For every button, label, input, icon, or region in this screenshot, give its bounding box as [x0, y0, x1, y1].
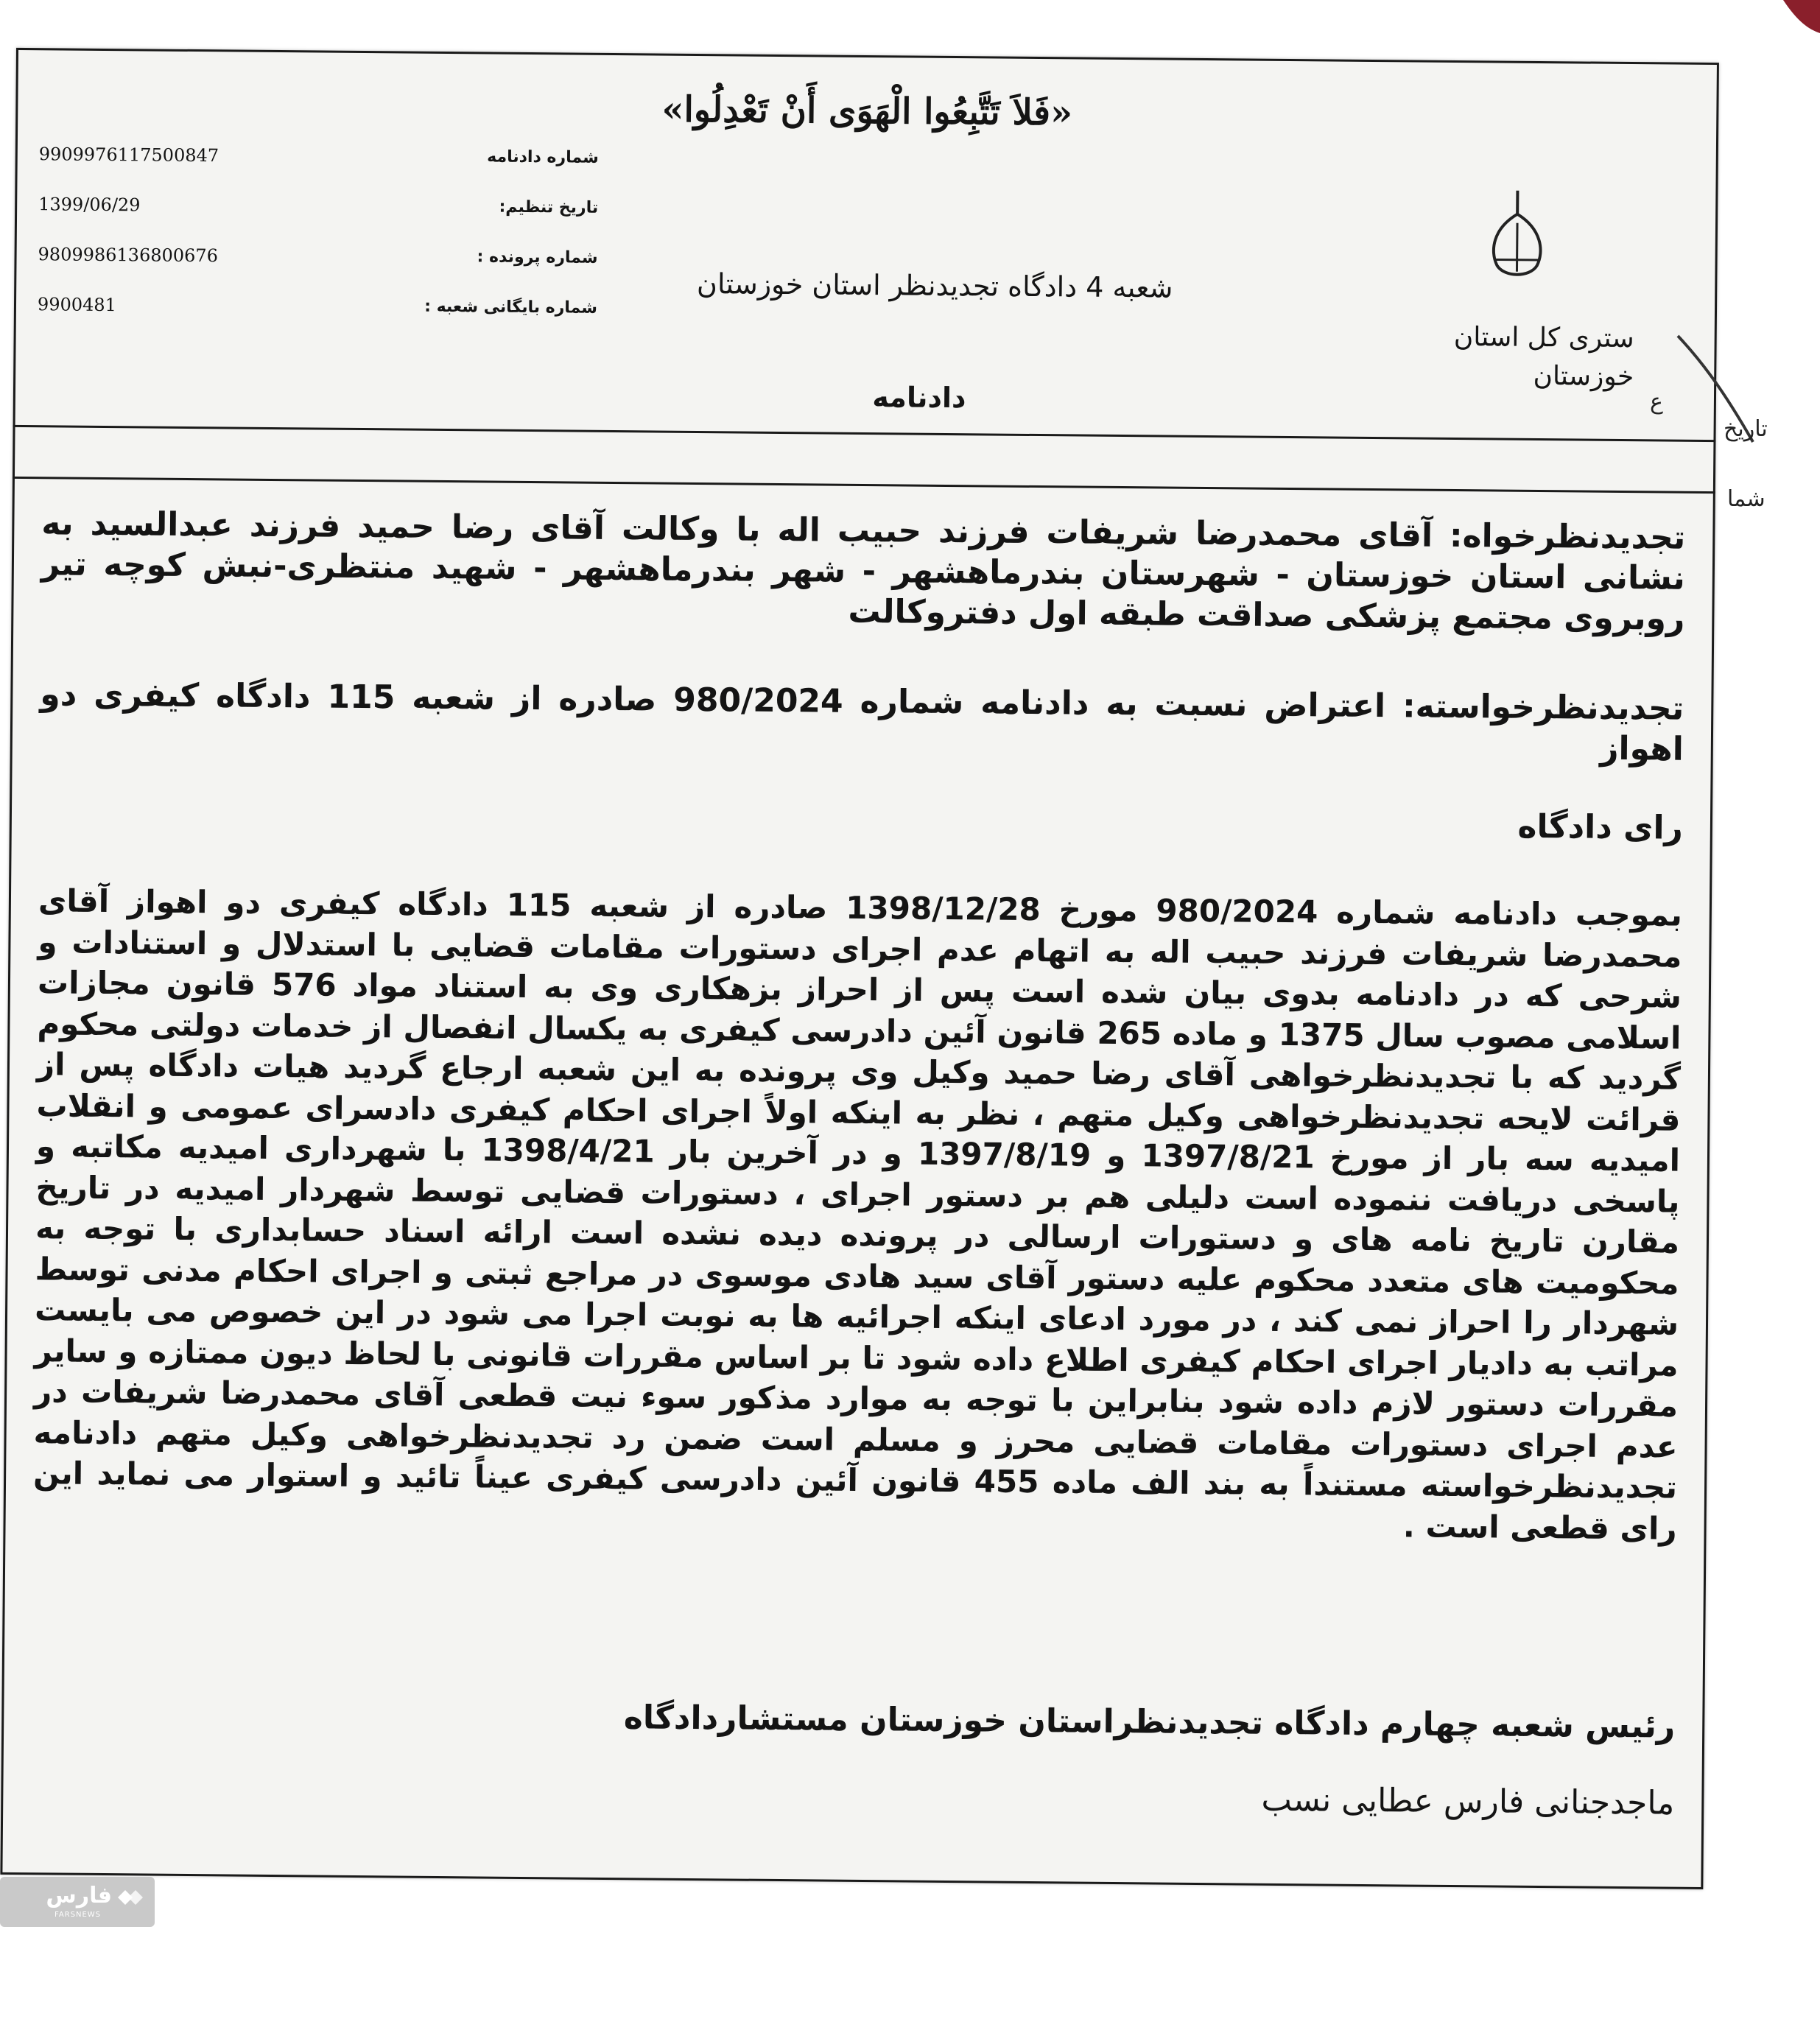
margin-mark: ع [1650, 389, 1663, 415]
fars-news-icon [115, 1887, 144, 1908]
verdict-paragraph: بموجب دادنامه شماره 980/2024 مورخ 1398/12/28 صادره از شعبه 115 دادگاه کیفری دو اهواز آقای محمدرضا شریفات فرزند حبیب اله به اتهام عدم اجرای دستورات مقامات قضایی با استدلال و استنادات و شرحی که در دادنامه بدوی بیان شده است پس از احراز بزهکاری وی به استناد مواد 576 قانون مجازات اسلامی مصوب سال 1375 و ماده 265 قانون آئین دادرسی کیفری به یکسال انفصال از خدمات دولتی محکوم گردید که با تجدیدنظرخواهی آقای رضا حمید وکیل وی پرونده به این شعبه ارجاع گردید هیات دادگاه پس از قرائت لایحه تجدیدنظرخواهی وکیل متهم ، نظر به اینکه اولاً اجرای احکام کیفری دادسرای عمومی و انقلاب امیدیه سه بار از مورخ 1397/8/21 و 1397/8/19 و در آخرین بار 1398/4/21 با شهرداری امیدیه مکاتبه و پاسخی دریافت ننموده است دلیلی هم بر دستور اجرای ، دستورات قضایی توسط شهردار امیدیه در تاریخ مقارن تاریخ نامه های و دستورات ارسالی در پرونده دیده نشده است ارائه اسناد حسابداری با توجه به محکومیت های متعدد محکوم علیه دستور آقای سید هادی موسوی در مراجع ثبتی و اجرای احکام مدنی توسط شهردار را احراز نمی کند ، در مورد ادعای اینکه اجرائیه ها به نوبت اجرا می شود در این خصوص می بایست مراتب به دادیار اجرای احکام کیفری اطلاع داده شود تا بر اساس مقررات قانونی با لحاظ دیون ممتازه و سایر مقررات دستور لازم داده شود بنابراین با توجه به موارد مذکور سوء نیت قطعی آقای محمدرضا شریفات در عدم اجرای دستورات مقامات قضایی محرز و مسلم است ضمن رد تجدیدنظرخواهی وکیل متهم دادنامه تجدیدنظرخواسته مستنداً به بند الف ماده 455 قانون آئین دادرسی کیفری عیناً تائید و استوار می نماید این رای قطعی است . [32, 882, 1683, 1547]
signature-title-line: رئیس شعبه چهارم دادگاه تجدیدنظراستان خوزستان مستشاردادگاه [623, 1699, 1676, 1746]
verdict-number-value: 9909976117500847 [38, 144, 219, 166]
court-branch-title: شعبه 4 دادگاه تجدیدنظر استان خوزستان [696, 267, 1173, 304]
margin-number-label: شما [1727, 486, 1765, 512]
meta-row-archive-number [38, 287, 597, 333]
quran-verse: «فَلاَ تَتَّبِعُوا الْهَوَى أَنْ تَعْدِلُوا» [661, 88, 1073, 134]
meta-row-verdict-number [39, 136, 599, 183]
court-document-sheet [0, 48, 1719, 1889]
fars-logo-text: فارس [46, 1883, 112, 1909]
archive-number-value: 9900481 [37, 294, 117, 316]
signature-names-line: ماجدجنانی فارس عطایی نسب [1261, 1780, 1675, 1822]
margin-date-label: تاریخ [1724, 416, 1768, 442]
verdict-number-label: شماره دادنامه [487, 147, 599, 167]
issue-date-label: تاریخ تنظیم: [499, 197, 599, 217]
justice-department-name [1339, 317, 1634, 396]
case-number-value: 9809986136800676 [38, 244, 219, 267]
appellant-paragraph: تجدیدنظرخواه: آقای محمدرضا شریفات فرزند حبیب اله با وکالت آقای رضا حمید فرزند عبدالسید به نشانی استان خوزستان - شهرستان بندرماهشهر - شهر بندرماهشهر - شهید منتظری-نبش کوچه تیر روبروی مجتمع پزشکی صداقت طبقه اول دفتروکالت [41, 505, 1686, 638]
case-number-label: شماره پرونده : [477, 247, 598, 267]
meta-row-case-number [38, 236, 597, 283]
meta-row-issue-date [38, 186, 598, 233]
justice-scale-icon [1483, 186, 1550, 282]
issue-date-value: 1399/06/29 [38, 194, 141, 216]
org-line-2: خوزستان [1533, 360, 1634, 393]
fars-logo-subtext: FARSNEWS [55, 1911, 102, 1919]
fars-news-watermark [0, 1877, 155, 1927]
archive-number-label: شماره بایگانی شعبه : [424, 297, 598, 317]
document-title: دادنامه [872, 381, 966, 415]
appeal-subject-paragraph: تجدیدنظرخواسته: اعتراض نسبت به دادنامه شماره 980/2024 صادره از شعبه 115 دادگاه کیفری دو اهواز [40, 675, 1684, 768]
org-line-1: ستری کل استان [1453, 321, 1634, 354]
torn-corner-mark [1776, 0, 1820, 33]
verdict-heading: رای دادگاه [1517, 807, 1684, 847]
